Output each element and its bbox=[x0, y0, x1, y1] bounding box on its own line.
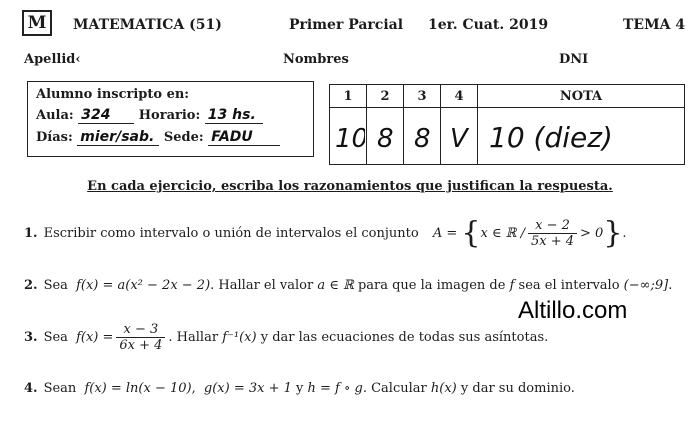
instructions: En cada ejercicio, escriba los razonamientos que justifican la respuesta. bbox=[87, 179, 613, 194]
exam-letter-box: M bbox=[22, 10, 52, 36]
fraction-denominator: 6x + 4 bbox=[119, 338, 163, 353]
dias-value: mier/sab. bbox=[77, 129, 159, 146]
handwritten-grade-2 bbox=[368, 109, 402, 159]
exercise-1 bbox=[24, 215, 627, 251]
period: . bbox=[668, 278, 673, 293]
fraction bbox=[116, 322, 165, 353]
svg-text:10 (diez): 10 (diez) bbox=[489, 121, 613, 154]
grade-mark-1 bbox=[330, 108, 367, 165]
dias-label: Días: bbox=[36, 130, 73, 145]
exercise-text: y dar las ecuaciones de todas sus asíntotas. bbox=[260, 330, 549, 345]
exercise-3 bbox=[24, 322, 548, 353]
set-inequality: > 0 bbox=[580, 226, 604, 241]
aula-label: Aula: bbox=[36, 108, 74, 123]
function-f: f(x) = ln(x − 10) bbox=[84, 381, 192, 396]
dni-label: DNI bbox=[559, 52, 589, 67]
function-g: g(x) = 3x + 1 bbox=[203, 381, 292, 396]
right-brace-icon: } bbox=[603, 215, 623, 251]
grade-header-1: 1 bbox=[330, 85, 367, 108]
exercise-text: y bbox=[296, 381, 304, 396]
grade-header-2: 2 bbox=[367, 85, 404, 108]
composition: h = f ∘ g bbox=[307, 381, 363, 396]
exercise-text: Escribir como intervalo o unión de intervalos el conjunto bbox=[43, 226, 419, 241]
exercise-text: y dar su dominio. bbox=[460, 381, 575, 396]
handwritten-grade-1 bbox=[331, 109, 365, 159]
fraction bbox=[528, 218, 577, 249]
exercise-number: 2. bbox=[24, 278, 38, 293]
fraction-numerator: x − 2 bbox=[528, 218, 577, 234]
function-definition: f(x) = a(x² − 2x − 2) bbox=[76, 278, 211, 293]
tema-label: TEMA 4 bbox=[623, 17, 686, 33]
grade-mark-nota bbox=[478, 108, 685, 165]
nombres-label: Nombres bbox=[283, 52, 349, 67]
fraction-numerator: x − 3 bbox=[116, 322, 165, 338]
grade-mark-4 bbox=[441, 108, 478, 165]
separator: , bbox=[191, 381, 196, 396]
function-name: f(x) = bbox=[76, 330, 114, 345]
exercise-2 bbox=[24, 278, 672, 293]
function-h: h(x) bbox=[430, 381, 457, 396]
svg-text:8: 8 bbox=[377, 124, 394, 154]
period: . bbox=[622, 226, 627, 241]
exercise-text: Sea bbox=[43, 278, 68, 293]
exam-name: Primer Parcial bbox=[289, 17, 404, 33]
handwritten-grade-4 bbox=[442, 109, 476, 159]
grade-mark-3 bbox=[404, 108, 441, 165]
grades-table bbox=[329, 84, 685, 165]
handwritten-final-grade bbox=[481, 109, 681, 159]
grade-header-nota: NOTA bbox=[478, 85, 685, 108]
horario-label: Horario: bbox=[138, 108, 201, 123]
exercise-text: . Hallar bbox=[168, 330, 219, 345]
parameter: a ∈ ℝ bbox=[317, 278, 354, 293]
subject-title: MATEMATICA (51) bbox=[73, 17, 222, 33]
inscription-title: Alumno inscripto en: bbox=[36, 87, 190, 102]
sede-label: Sede: bbox=[163, 130, 204, 145]
aula-value: 324 bbox=[78, 107, 134, 124]
inscription-box bbox=[27, 81, 314, 157]
apellido-label: Apellid‹ bbox=[24, 52, 81, 67]
exercise-text: para que la imagen de bbox=[357, 278, 506, 293]
exercise-number: 3. bbox=[24, 330, 38, 345]
exercise-text: Sea bbox=[43, 330, 68, 345]
svg-text:10: 10 bbox=[335, 124, 365, 154]
exercise-number: 4. bbox=[24, 381, 38, 396]
function-name: f bbox=[509, 278, 515, 293]
exercise-number: 1. bbox=[24, 226, 38, 241]
sede-value: FADU bbox=[208, 129, 280, 146]
grade-mark-2 bbox=[367, 108, 404, 165]
term-label: 1er. Cuat. 2019 bbox=[428, 17, 549, 33]
set-condition: x ∈ ℝ / bbox=[480, 226, 525, 241]
svg-text:V: V bbox=[450, 124, 468, 154]
horario-value: 13 hs. bbox=[205, 107, 263, 124]
left-brace-icon: { bbox=[461, 215, 481, 251]
inverse-function: f⁻¹(x) bbox=[222, 330, 257, 345]
watermark: Altillo.com bbox=[518, 297, 628, 324]
handwritten-grade-3 bbox=[405, 109, 439, 159]
svg-text:8: 8 bbox=[414, 124, 431, 154]
set-name: A = bbox=[432, 226, 462, 241]
grade-header-3: 3 bbox=[404, 85, 441, 108]
fraction-denominator: 5x + 4 bbox=[531, 234, 575, 249]
exercise-4 bbox=[24, 381, 575, 396]
exercise-text: . Calcular bbox=[362, 381, 427, 396]
exercise-text: sea el intervalo bbox=[518, 278, 620, 293]
exercise-text: Sean bbox=[43, 381, 77, 396]
exercise-text: . Hallar el valor bbox=[210, 278, 314, 293]
grade-header-4: 4 bbox=[441, 85, 478, 108]
interval: (−∞;9] bbox=[623, 278, 669, 293]
